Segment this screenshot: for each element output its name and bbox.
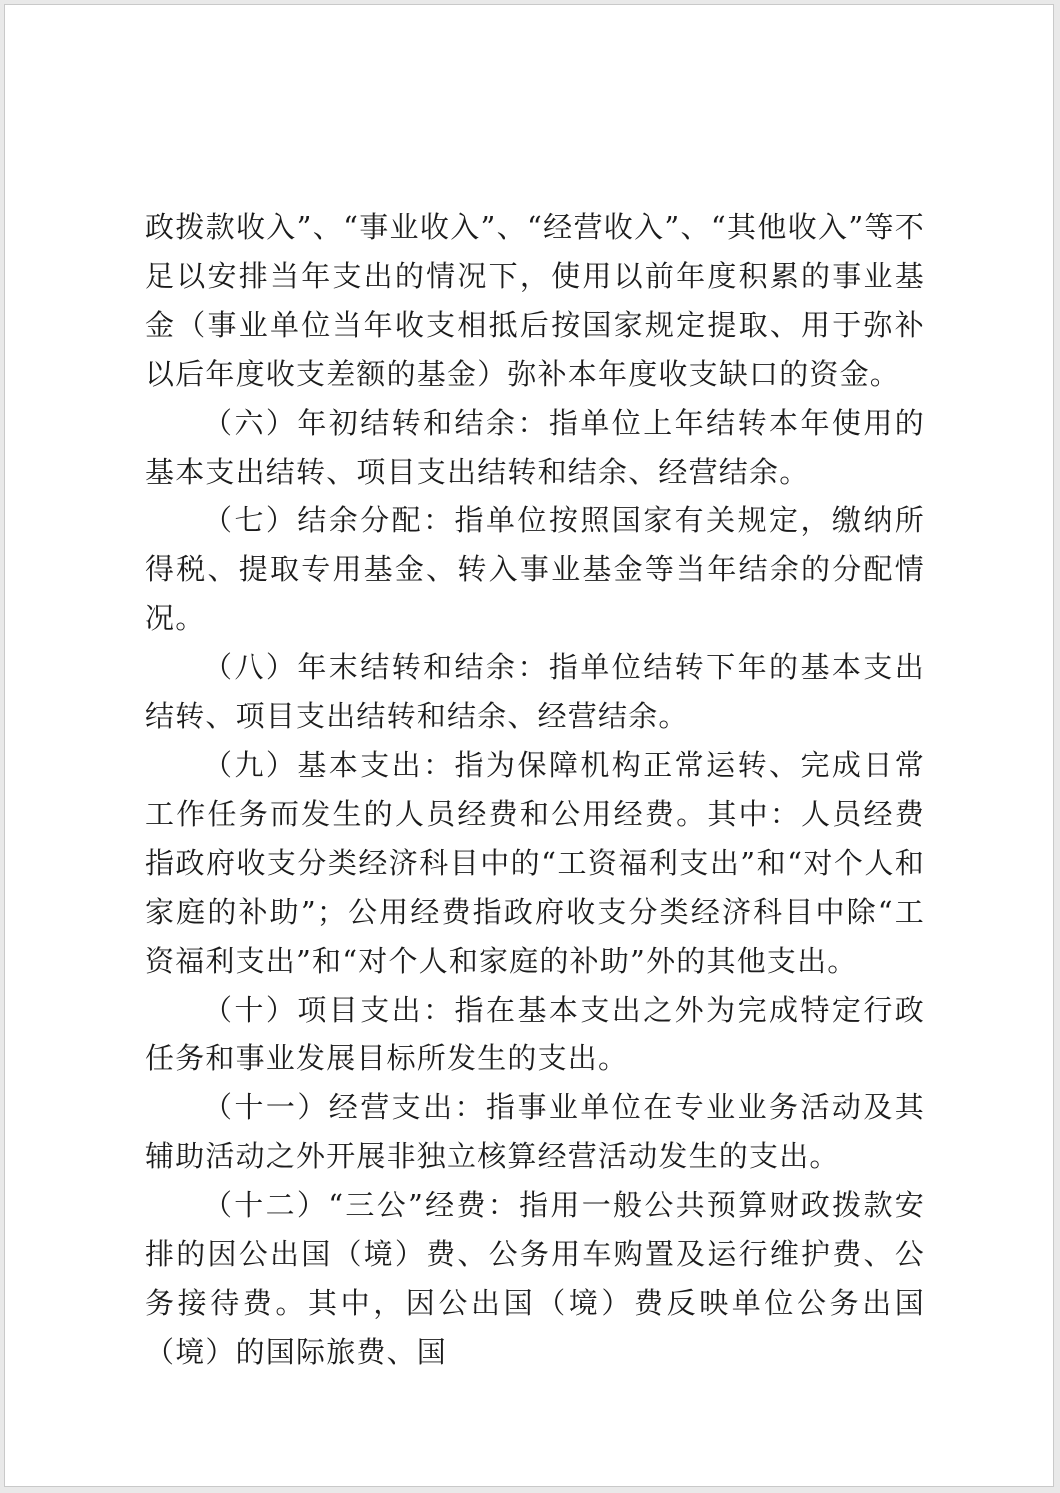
paragraph-item-10: （十）项目支出：指在基本支出之外为完成特定行政任务和事业发展目标所发生的支出。 (145, 992, 925, 1076)
document-page (4, 4, 1054, 1487)
paragraph-item-6: （六）年初结转和结余：指单位上年结转本年使用的基本支出结转、项目支出结转和结余、经营结余。 (145, 405, 925, 489)
document-body (145, 203, 925, 1377)
paragraph-item-12: （十二）“三公”经费：指用一般公共预算财政拨款安排的因公出国（境）费、公务用车购置及运行维护费、公务接待费。其中，因公出国（境）费反映单位公务出国（境）的国际旅费、国 (145, 1188, 925, 1369)
paragraph-item-7: （七）结余分配：指单位按照国家有关规定，缴纳所得税、提取专用基金、转入事业基金等当年结余的分配情况。 (145, 503, 925, 636)
paragraph-continuation: 政拨款收入”、“事业收入”、“经营收入”、“其他收入”等不足以安排当年支出的情况下，使用以前年度积累的事业基金（事业单位当年收支相抵后按国家规定提取、用于弥补以后年度收支差额的基金）弥补本年度收支缺口的资金。 (145, 210, 925, 391)
paragraph-item-9: （九）基本支出：指为保障机构正常运转、完成日常工作任务而发生的人员经费和公用经费。其中：人员经费指政府收支分类经济科目中的“工资福利支出”和“对个人和家庭的补助”；公用经费指政府收支分类经济科目中除“工资福利支出”和“对个人和家庭的补助”外的其他支出。 (145, 747, 925, 978)
paragraph-item-8: （八）年末结转和结余：指单位结转下年的基本支出结转、项目支出结转和结余、经营结余。 (145, 650, 925, 734)
paragraph-item-11: （十一）经营支出：指事业单位在专业业务活动及其辅助活动之外开展非独立核算经营活动发生的支出。 (145, 1090, 925, 1174)
